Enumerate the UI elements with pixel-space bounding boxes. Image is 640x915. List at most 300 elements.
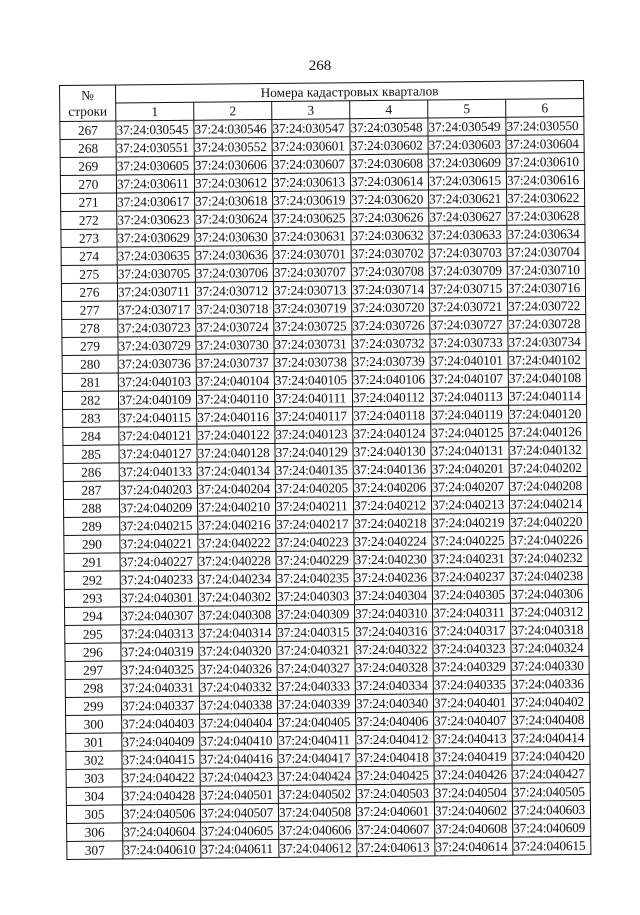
cadastral-quarter-cell: 37:24:040314 <box>199 623 277 642</box>
cadastral-quarter-cell: 37:24:030627 <box>429 207 507 226</box>
row-number: 293 <box>64 589 120 608</box>
row-number: 267 <box>60 121 116 140</box>
cadastral-quarter-cell: 37:24:040134 <box>197 461 275 480</box>
cadastral-quarter-cell: 37:24:030626 <box>351 208 429 227</box>
cadastral-quarter-cell: 37:24:030724 <box>196 317 274 336</box>
cadastral-quarter-cell: 37:24:030709 <box>429 261 507 280</box>
cadastral-quarter-cell: 37:24:040304 <box>354 586 432 605</box>
cadastral-quarter-cell: 37:24:030718 <box>196 299 274 318</box>
cadastral-quarter-cell: 37:24:040316 <box>355 622 433 641</box>
cadastral-quarter-cell: 37:24:040225 <box>432 531 510 550</box>
cadastral-quarter-cell: 37:24:040410 <box>200 731 278 750</box>
cadastral-quarter-cell: 37:24:040402 <box>511 692 589 711</box>
cadastral-quarter-cell: 37:24:030727 <box>430 315 508 334</box>
row-number: 273 <box>61 229 117 248</box>
cadastral-quarter-cell: 37:24:030603 <box>428 135 506 154</box>
cadastral-quarter-cell: 37:24:030719 <box>274 299 352 318</box>
cadastral-quarter-cell: 37:24:030714 <box>351 280 429 299</box>
cadastral-quarter-cell: 37:24:040231 <box>432 549 510 568</box>
cadastral-quarter-cell: 37:24:040607 <box>357 820 435 839</box>
cadastral-quarter-cell: 37:24:040106 <box>352 370 430 389</box>
cadastral-quarter-cell: 37:24:040403 <box>122 714 200 733</box>
cadastral-quarter-cell: 37:24:040102 <box>508 350 586 369</box>
cadastral-quarter-cell: 37:24:030602 <box>350 136 428 155</box>
cadastral-quarter-cell: 37:24:030734 <box>508 332 586 351</box>
cadastral-quarter-cell: 37:24:040418 <box>356 748 434 767</box>
cadastral-quarter-cell: 37:24:030604 <box>506 134 584 153</box>
table-body <box>60 116 591 859</box>
cadastral-quarter-cell: 37:24:040506 <box>122 804 200 823</box>
row-number: 292 <box>64 571 120 590</box>
cadastral-quarter-cell: 37:24:030619 <box>273 191 351 210</box>
cadastral-quarter-cell: 37:24:040505 <box>512 782 590 801</box>
cadastral-quarter-cell: 37:24:040123 <box>275 425 353 444</box>
cadastral-quarter-cell: 37:24:040407 <box>434 711 512 730</box>
row-number-header-symbol: № <box>81 87 95 103</box>
cadastral-quarter-cell: 37:24:040110 <box>196 389 274 408</box>
cadastral-quarter-cell: 37:24:040127 <box>119 444 197 463</box>
cadastral-quarter-cell: 37:24:030737 <box>196 353 274 372</box>
row-number: 304 <box>66 787 122 806</box>
cadastral-quarter-cell: 37:24:040201 <box>431 459 509 478</box>
row-number: 270 <box>60 175 116 194</box>
cadastral-quarter-cell: 37:24:030733 <box>430 333 508 352</box>
cadastral-quarter-cell: 37:24:040107 <box>430 369 508 388</box>
cadastral-quarter-cell: 37:24:040108 <box>508 368 586 387</box>
cadastral-quarter-cell: 37:24:040227 <box>120 552 198 571</box>
cadastral-quarter-cell: 37:24:030704 <box>507 242 585 261</box>
cadastral-quarter-cell: 37:24:040416 <box>200 749 278 768</box>
row-number: 300 <box>66 715 122 734</box>
cadastral-quarter-cell: 37:24:040103 <box>118 372 196 391</box>
cadastral-quarter-cell: 37:24:030601 <box>272 137 350 156</box>
cadastral-quarter-cell: 37:24:040408 <box>512 710 590 729</box>
cadastral-quarter-cell: 37:24:040116 <box>197 407 275 426</box>
cadastral-quarter-cell: 37:24:040214 <box>509 494 587 513</box>
cadastral-quarter-cell: 37:24:040422 <box>122 768 200 787</box>
cadastral-quarter-cell: 37:24:030633 <box>429 225 507 244</box>
cadastral-quarter-cell: 37:24:040426 <box>434 765 512 784</box>
cadastral-quarter-cell: 37:24:040414 <box>512 728 590 747</box>
cadastral-quarter-cell: 37:24:040603 <box>512 800 590 819</box>
cadastral-quarter-cell: 37:24:040237 <box>432 567 510 586</box>
row-number: 268 <box>60 139 116 158</box>
cadastral-quarter-cell: 37:24:030628 <box>507 206 585 225</box>
cadastral-quarter-cell: 37:24:040333 <box>277 677 355 696</box>
row-number: 290 <box>64 535 120 554</box>
row-number: 283 <box>63 409 119 428</box>
cadastral-quarter-cell: 37:24:040612 <box>279 839 357 858</box>
cadastral-quarter-cell: 37:24:040411 <box>278 731 356 750</box>
cadastral-quarter-cell: 37:24:040318 <box>511 620 589 639</box>
cadastral-quarter-cell: 37:24:040401 <box>433 693 511 712</box>
cadastral-quarter-cell: 37:24:040338 <box>199 695 277 714</box>
cadastral-quarter-cell: 37:24:040208 <box>509 476 587 495</box>
cadastral-quarter-cell: 37:24:030609 <box>428 153 506 172</box>
row-number: 307 <box>67 841 123 860</box>
cadastral-quarter-cell: 37:24:040113 <box>430 387 508 406</box>
cadastral-quarter-cell: 37:24:040309 <box>277 605 355 624</box>
cadastral-quarter-cell: 37:24:030610 <box>506 152 584 171</box>
cadastral-quarter-cell: 37:24:030612 <box>194 173 272 192</box>
cadastral-quarter-cell: 37:24:030617 <box>117 192 195 211</box>
cadastral-quarter-cell: 37:24:030634 <box>507 224 585 243</box>
cadastral-quarter-cell: 37:24:040340 <box>355 694 433 713</box>
cadastral-quarter-cell: 37:24:040125 <box>431 423 509 442</box>
cadastral-quarter-cell: 37:24:040413 <box>434 729 512 748</box>
column-number-1: 1 <box>116 102 194 121</box>
cadastral-quarter-cell: 37:24:040331 <box>121 678 199 697</box>
cadastral-quarter-cell: 37:24:040332 <box>199 677 277 696</box>
cadastral-quarter-cell: 37:24:040124 <box>353 424 431 443</box>
cadastral-quarter-cell: 37:24:040129 <box>275 443 353 462</box>
column-number-2: 2 <box>194 101 272 120</box>
cadastral-quarter-cell: 37:24:030552 <box>194 137 272 156</box>
cadastral-quarter-cell: 37:24:040613 <box>357 838 435 857</box>
cadastral-quarter-cell: 37:24:040213 <box>431 495 509 514</box>
cadastral-quarter-cell: 37:24:040224 <box>354 532 432 551</box>
cadastral-quarter-cell: 37:24:040424 <box>278 767 356 786</box>
row-number: 282 <box>62 391 118 410</box>
page-number: 268 <box>308 58 332 74</box>
row-number-header-word: строки <box>68 103 108 119</box>
cadastral-quarter-cell: 37:24:040615 <box>513 836 591 855</box>
cadastral-quarter-cell: 37:24:030618 <box>195 191 273 210</box>
cadastral-quarter-cell: 37:24:030620 <box>351 190 429 209</box>
cadastral-quarter-cell: 37:24:040326 <box>199 659 277 678</box>
cadastral-quarter-cell: 37:24:030616 <box>506 170 584 189</box>
cadastral-quarter-cell: 37:24:040325 <box>121 660 199 679</box>
row-number: 289 <box>64 517 120 536</box>
cadastral-quarter-cell: 37:24:040117 <box>275 407 353 426</box>
cadastral-quarter-cell: 37:24:040112 <box>352 388 430 407</box>
cadastral-quarter-cell: 37:24:040311 <box>432 603 510 622</box>
cadastral-quarter-cell: 37:24:040507 <box>200 803 278 822</box>
cadastral-quarter-cell: 37:24:030629 <box>117 228 195 247</box>
row-number: 277 <box>62 301 118 320</box>
row-number: 286 <box>63 463 119 482</box>
cadastral-quarter-cell: 37:24:040502 <box>278 785 356 804</box>
cadastral-quarter-cell: 37:24:040136 <box>353 460 431 479</box>
cadastral-quarter-cell: 37:24:030720 <box>352 298 430 317</box>
cadastral-quarter-cell: 37:24:040428 <box>122 786 200 805</box>
cadastral-quarter-cell: 37:24:030722 <box>508 296 586 315</box>
cadastral-quarter-cell: 37:24:040601 <box>356 802 434 821</box>
cadastral-quarter-cell: 37:24:030631 <box>273 227 351 246</box>
cadastral-quarter-cell: 37:24:030706 <box>195 263 273 282</box>
row-number: 275 <box>61 265 117 284</box>
cadastral-quarter-cell: 37:24:040205 <box>275 479 353 498</box>
cadastral-quarter-cell: 37:24:030715 <box>429 279 507 298</box>
cadastral-quarter-cell: 37:24:030713 <box>273 281 351 300</box>
cadastral-quarter-cell: 37:24:040212 <box>353 496 431 515</box>
row-number: 269 <box>60 157 116 176</box>
cadastral-quarter-cell: 37:24:030717 <box>118 300 196 319</box>
cadastral-table <box>59 80 591 860</box>
row-number-header <box>60 85 116 122</box>
cadastral-quarter-cell: 37:24:030623 <box>117 210 195 229</box>
cadastral-quarter-cell: 37:24:040313 <box>121 624 199 643</box>
column-number-4: 4 <box>350 100 428 119</box>
cadastral-quarter-cell: 37:24:030547 <box>272 119 350 138</box>
cadastral-quarter-cell: 37:24:040220 <box>510 512 588 531</box>
cadastral-quarter-cell: 37:24:040128 <box>197 443 275 462</box>
cadastral-quarter-cell: 37:24:030636 <box>195 245 273 264</box>
cadastral-quarter-cell: 37:24:030546 <box>194 119 272 138</box>
cadastral-quarter-cell: 37:24:040223 <box>276 533 354 552</box>
cadastral-quarter-cell: 37:24:040303 <box>276 587 354 606</box>
cadastral-quarter-cell: 37:24:040305 <box>432 585 510 604</box>
cadastral-quarter-cell: 37:24:040614 <box>435 837 513 856</box>
cadastral-quarter-cell: 37:24:040209 <box>119 498 197 517</box>
row-number: 301 <box>66 733 122 752</box>
cadastral-quarter-cell: 37:24:030611 <box>116 174 194 193</box>
cadastral-quarter-cell: 37:24:030605 <box>116 156 194 175</box>
cadastral-quarter-cell: 37:24:040406 <box>356 712 434 731</box>
cadastral-quarter-cell: 37:24:040238 <box>510 566 588 585</box>
cadastral-quarter-cell: 37:24:040120 <box>509 404 587 423</box>
row-number: 276 <box>61 283 117 302</box>
cadastral-quarter-cell: 37:24:040317 <box>433 621 511 640</box>
cadastral-quarter-cell: 37:24:040412 <box>356 730 434 749</box>
cadastral-quarter-cell: 37:24:040236 <box>354 568 432 587</box>
cadastral-quarter-cell: 37:24:040306 <box>510 584 588 603</box>
cadastral-quarter-cell: 37:24:040121 <box>119 426 197 445</box>
cadastral-quarter-cell: 37:24:030701 <box>273 245 351 264</box>
cadastral-quarter-cell: 37:24:040235 <box>276 569 354 588</box>
cadastral-quarter-cell: 37:24:040320 <box>199 641 277 660</box>
cadastral-quarter-cell: 37:24:040409 <box>122 732 200 751</box>
row-number: 299 <box>65 697 121 716</box>
cadastral-quarter-cell: 37:24:030608 <box>350 154 428 173</box>
cadastral-quarter-cell: 37:24:040315 <box>277 623 355 642</box>
cadastral-quarter-cell: 37:24:030728 <box>508 314 586 333</box>
row-number: 284 <box>63 427 119 446</box>
cadastral-quarter-cell: 37:24:040302 <box>198 587 276 606</box>
cadastral-quarter-cell: 37:24:030625 <box>273 209 351 228</box>
cadastral-quarter-cell: 37:24:030635 <box>117 246 195 265</box>
cadastral-quarter-cell: 37:24:030551 <box>116 138 194 157</box>
cadastral-quarter-cell: 37:24:040404 <box>200 713 278 732</box>
cadastral-quarter-cell: 37:24:030606 <box>194 155 272 174</box>
cadastral-quarter-cell: 37:24:040339 <box>277 695 355 714</box>
cadastral-quarter-cell: 37:24:040203 <box>119 480 197 499</box>
cadastral-quarter-cell: 37:24:030703 <box>429 243 507 262</box>
cadastral-quarter-cell: 37:24:040222 <box>198 533 276 552</box>
cadastral-quarter-cell: 37:24:040501 <box>200 785 278 804</box>
cadastral-quarter-cell: 37:24:040130 <box>353 442 431 461</box>
cadastral-quarter-cell: 37:24:040312 <box>510 602 588 621</box>
cadastral-quarter-cell: 37:24:040216 <box>198 515 276 534</box>
cadastral-quarter-cell: 37:24:030711 <box>117 282 195 301</box>
row-number: 302 <box>66 751 122 770</box>
cadastral-quarter-cell: 37:24:040218 <box>354 514 432 533</box>
cadastral-quarter-cell: 37:24:040503 <box>356 784 434 803</box>
cadastral-quarter-cell: 37:24:030607 <box>272 155 350 174</box>
cadastral-quarter-cell: 37:24:030549 <box>428 117 506 136</box>
row-number: 295 <box>65 625 121 644</box>
row-number: 298 <box>65 679 121 698</box>
row-number: 291 <box>64 553 120 572</box>
cadastral-quarter-cell: 37:24:030731 <box>274 335 352 354</box>
cadastral-quarter-cell: 37:24:030716 <box>507 278 585 297</box>
cadastral-quarter-cell: 37:24:030615 <box>428 171 506 190</box>
cadastral-quarter-cell: 37:24:040211 <box>275 497 353 516</box>
cadastral-quarter-cell: 37:24:040132 <box>509 440 587 459</box>
cadastral-quarter-cell: 37:24:040119 <box>431 405 509 424</box>
cadastral-quarter-cell: 37:24:040405 <box>278 713 356 732</box>
row-number: 296 <box>65 643 121 662</box>
cadastral-quarter-cell: 37:24:030707 <box>273 263 351 282</box>
cadastral-quarter-cell: 37:24:040602 <box>434 801 512 820</box>
cadastral-quarter-cell: 37:24:030708 <box>351 262 429 281</box>
cadastral-quarter-cell: 37:24:040310 <box>355 604 433 623</box>
cadastral-quarter-cell: 37:24:040308 <box>199 605 277 624</box>
row-number: 305 <box>66 805 122 824</box>
cadastral-quarter-cell: 37:24:040226 <box>510 530 588 549</box>
cadastral-quarter-cell: 37:24:040415 <box>122 750 200 769</box>
cadastral-quarter-cell: 37:24:030723 <box>118 318 196 337</box>
cadastral-quarter-cell: 37:24:040104 <box>196 371 274 390</box>
cadastral-quarter-cell: 37:24:040105 <box>274 371 352 390</box>
cadastral-quarter-cell: 37:24:040122 <box>197 425 275 444</box>
cadastral-quarter-cell: 37:24:030725 <box>274 317 352 336</box>
cadastral-quarter-cell: 37:24:040307 <box>121 606 199 625</box>
cadastral-quarter-cell: 37:24:040133 <box>119 462 197 481</box>
cadastral-quarter-cell: 37:24:040118 <box>353 406 431 425</box>
cadastral-quarter-cell: 37:24:030621 <box>429 189 507 208</box>
cadastral-quarter-cell: 37:24:030624 <box>195 209 273 228</box>
cadastral-quarter-cell: 37:24:040111 <box>274 389 352 408</box>
cadastral-quarter-cell: 37:24:030736 <box>118 354 196 373</box>
cadastral-quarter-cell: 37:24:040131 <box>431 441 509 460</box>
cadastral-quarter-cell: 37:24:040604 <box>123 822 201 841</box>
row-number: 297 <box>65 661 121 680</box>
cadastral-quarter-cell: 37:24:040608 <box>435 819 513 838</box>
column-number-5: 5 <box>428 99 506 118</box>
cadastral-quarter-cell: 37:24:030730 <box>196 335 274 354</box>
cadastral-quarter-cell: 37:24:040101 <box>430 351 508 370</box>
cadastral-quarter-cell: 37:24:030702 <box>351 244 429 263</box>
cadastral-quarter-cell: 37:24:040204 <box>197 479 275 498</box>
cadastral-quarter-cell: 37:24:040319 <box>121 642 199 661</box>
cadastral-quarter-cell: 37:24:040337 <box>121 696 199 715</box>
cadastral-quarter-cell: 37:24:040114 <box>508 386 586 405</box>
cadastral-quarter-cell: 37:24:040610 <box>123 840 201 859</box>
cadastral-quarter-cell: 37:24:040335 <box>433 675 511 694</box>
cadastral-quarter-cell: 37:24:040230 <box>354 550 432 569</box>
cadastral-quarter-cell: 37:24:030729 <box>118 336 196 355</box>
cadastral-quarter-cell: 37:24:040229 <box>276 551 354 570</box>
cadastral-quarter-cell: 37:24:030705 <box>117 264 195 283</box>
cadastral-quarter-cell: 37:24:040126 <box>509 422 587 441</box>
cadastral-quarter-cell: 37:24:040334 <box>355 676 433 695</box>
row-number: 294 <box>65 607 121 626</box>
cadastral-quarter-cell: 37:24:040321 <box>277 641 355 660</box>
cadastral-quarter-cell: 37:24:030548 <box>350 118 428 137</box>
cadastral-quarter-cell: 37:24:030614 <box>350 172 428 191</box>
cadastral-quarter-cell: 37:24:040301 <box>120 588 198 607</box>
cadastral-quarter-cell: 37:24:040611 <box>201 839 279 858</box>
cadastral-quarter-cell: 37:24:030622 <box>507 188 585 207</box>
cadastral-quarter-cell: 37:24:040330 <box>511 656 589 675</box>
row-number: 288 <box>63 499 119 518</box>
cadastral-quarter-cell: 37:24:040419 <box>434 747 512 766</box>
cadastral-quarter-cell: 37:24:030712 <box>195 281 273 300</box>
cadastral-quarter-cell: 37:24:040202 <box>509 458 587 477</box>
cadastral-quarter-cell: 37:24:040228 <box>198 551 276 570</box>
cadastral-quarter-cell: 37:24:040221 <box>120 534 198 553</box>
cadastral-quarter-cell: 37:24:040328 <box>355 658 433 677</box>
cadastral-quarter-cell: 37:24:040420 <box>512 746 590 765</box>
column-number-3: 3 <box>272 101 350 120</box>
cadastral-quarter-cell: 37:24:030721 <box>430 297 508 316</box>
cadastral-quarter-cell: 37:24:040207 <box>431 477 509 496</box>
cadastral-quarter-cell: 37:24:040609 <box>513 818 591 837</box>
cadastral-quarter-cell: 37:24:040329 <box>433 657 511 676</box>
cadastral-quarter-cell: 37:24:040217 <box>276 515 354 534</box>
cadastral-quarter-cell: 37:24:040233 <box>120 570 198 589</box>
cadastral-quarter-cell: 37:24:040135 <box>275 461 353 480</box>
cadastral-quarter-cell: 37:24:040417 <box>278 749 356 768</box>
cadastral-quarter-cell: 37:24:040115 <box>119 408 197 427</box>
row-number: 271 <box>61 193 117 212</box>
cadastral-quarter-cell: 37:24:040508 <box>278 803 356 822</box>
cadastral-quarter-cell: 37:24:040423 <box>200 767 278 786</box>
cadastral-quarter-cell: 37:24:030613 <box>272 173 350 192</box>
cadastral-quarter-cell: 37:24:030739 <box>352 352 430 371</box>
cadastral-quarter-cell: 37:24:040234 <box>198 569 276 588</box>
cadastral-quarter-cell: 37:24:040109 <box>118 390 196 409</box>
cadastral-quarter-cell: 37:24:030732 <box>352 334 430 353</box>
row-number: 279 <box>62 337 118 356</box>
cadastral-quarter-cell: 37:24:030545 <box>116 120 194 139</box>
table-row <box>67 836 591 859</box>
cadastral-quarter-cell: 37:24:040336 <box>511 674 589 693</box>
cadastral-quarter-cell: 37:24:040322 <box>355 640 433 659</box>
cadastral-quarter-cell: 37:24:040215 <box>120 516 198 535</box>
cadastral-quarter-cell: 37:24:040210 <box>197 497 275 516</box>
group-header: Номера кадастровых кварталов <box>116 80 584 102</box>
cadastral-quarter-cell: 37:24:030710 <box>507 260 585 279</box>
row-number: 280 <box>62 355 118 374</box>
cadastral-quarter-cell: 37:24:040232 <box>510 548 588 567</box>
cadastral-quarter-cell: 37:24:040504 <box>434 783 512 802</box>
cadastral-quarter-cell: 37:24:040219 <box>432 513 510 532</box>
cadastral-quarter-cell: 37:24:030738 <box>274 353 352 372</box>
cadastral-quarter-cell: 37:24:040606 <box>279 821 357 840</box>
row-number: 303 <box>66 769 122 788</box>
cadastral-quarter-cell: 37:24:030726 <box>352 316 430 335</box>
column-number-6: 6 <box>506 98 584 117</box>
table-header <box>60 80 584 121</box>
cadastral-quarter-cell: 37:24:030632 <box>351 226 429 245</box>
cadastral-quarter-cell: 37:24:040324 <box>511 638 589 657</box>
row-number: 281 <box>62 373 118 392</box>
row-number: 274 <box>61 247 117 266</box>
row-number: 285 <box>63 445 119 464</box>
cadastral-quarter-cell: 37:24:040323 <box>433 639 511 658</box>
cadastral-quarter-cell: 37:24:040605 <box>201 821 279 840</box>
cadastral-quarter-cell: 37:24:040425 <box>356 766 434 785</box>
cadastral-quarter-cell: 37:24:040427 <box>512 764 590 783</box>
row-number: 278 <box>62 319 118 338</box>
row-number: 272 <box>61 211 117 230</box>
cadastral-quarter-cell: 37:24:040206 <box>353 478 431 497</box>
row-number: 287 <box>63 481 119 500</box>
cadastral-quarter-cell: 37:24:040327 <box>277 659 355 678</box>
cadastral-quarter-cell: 37:24:030630 <box>195 227 273 246</box>
